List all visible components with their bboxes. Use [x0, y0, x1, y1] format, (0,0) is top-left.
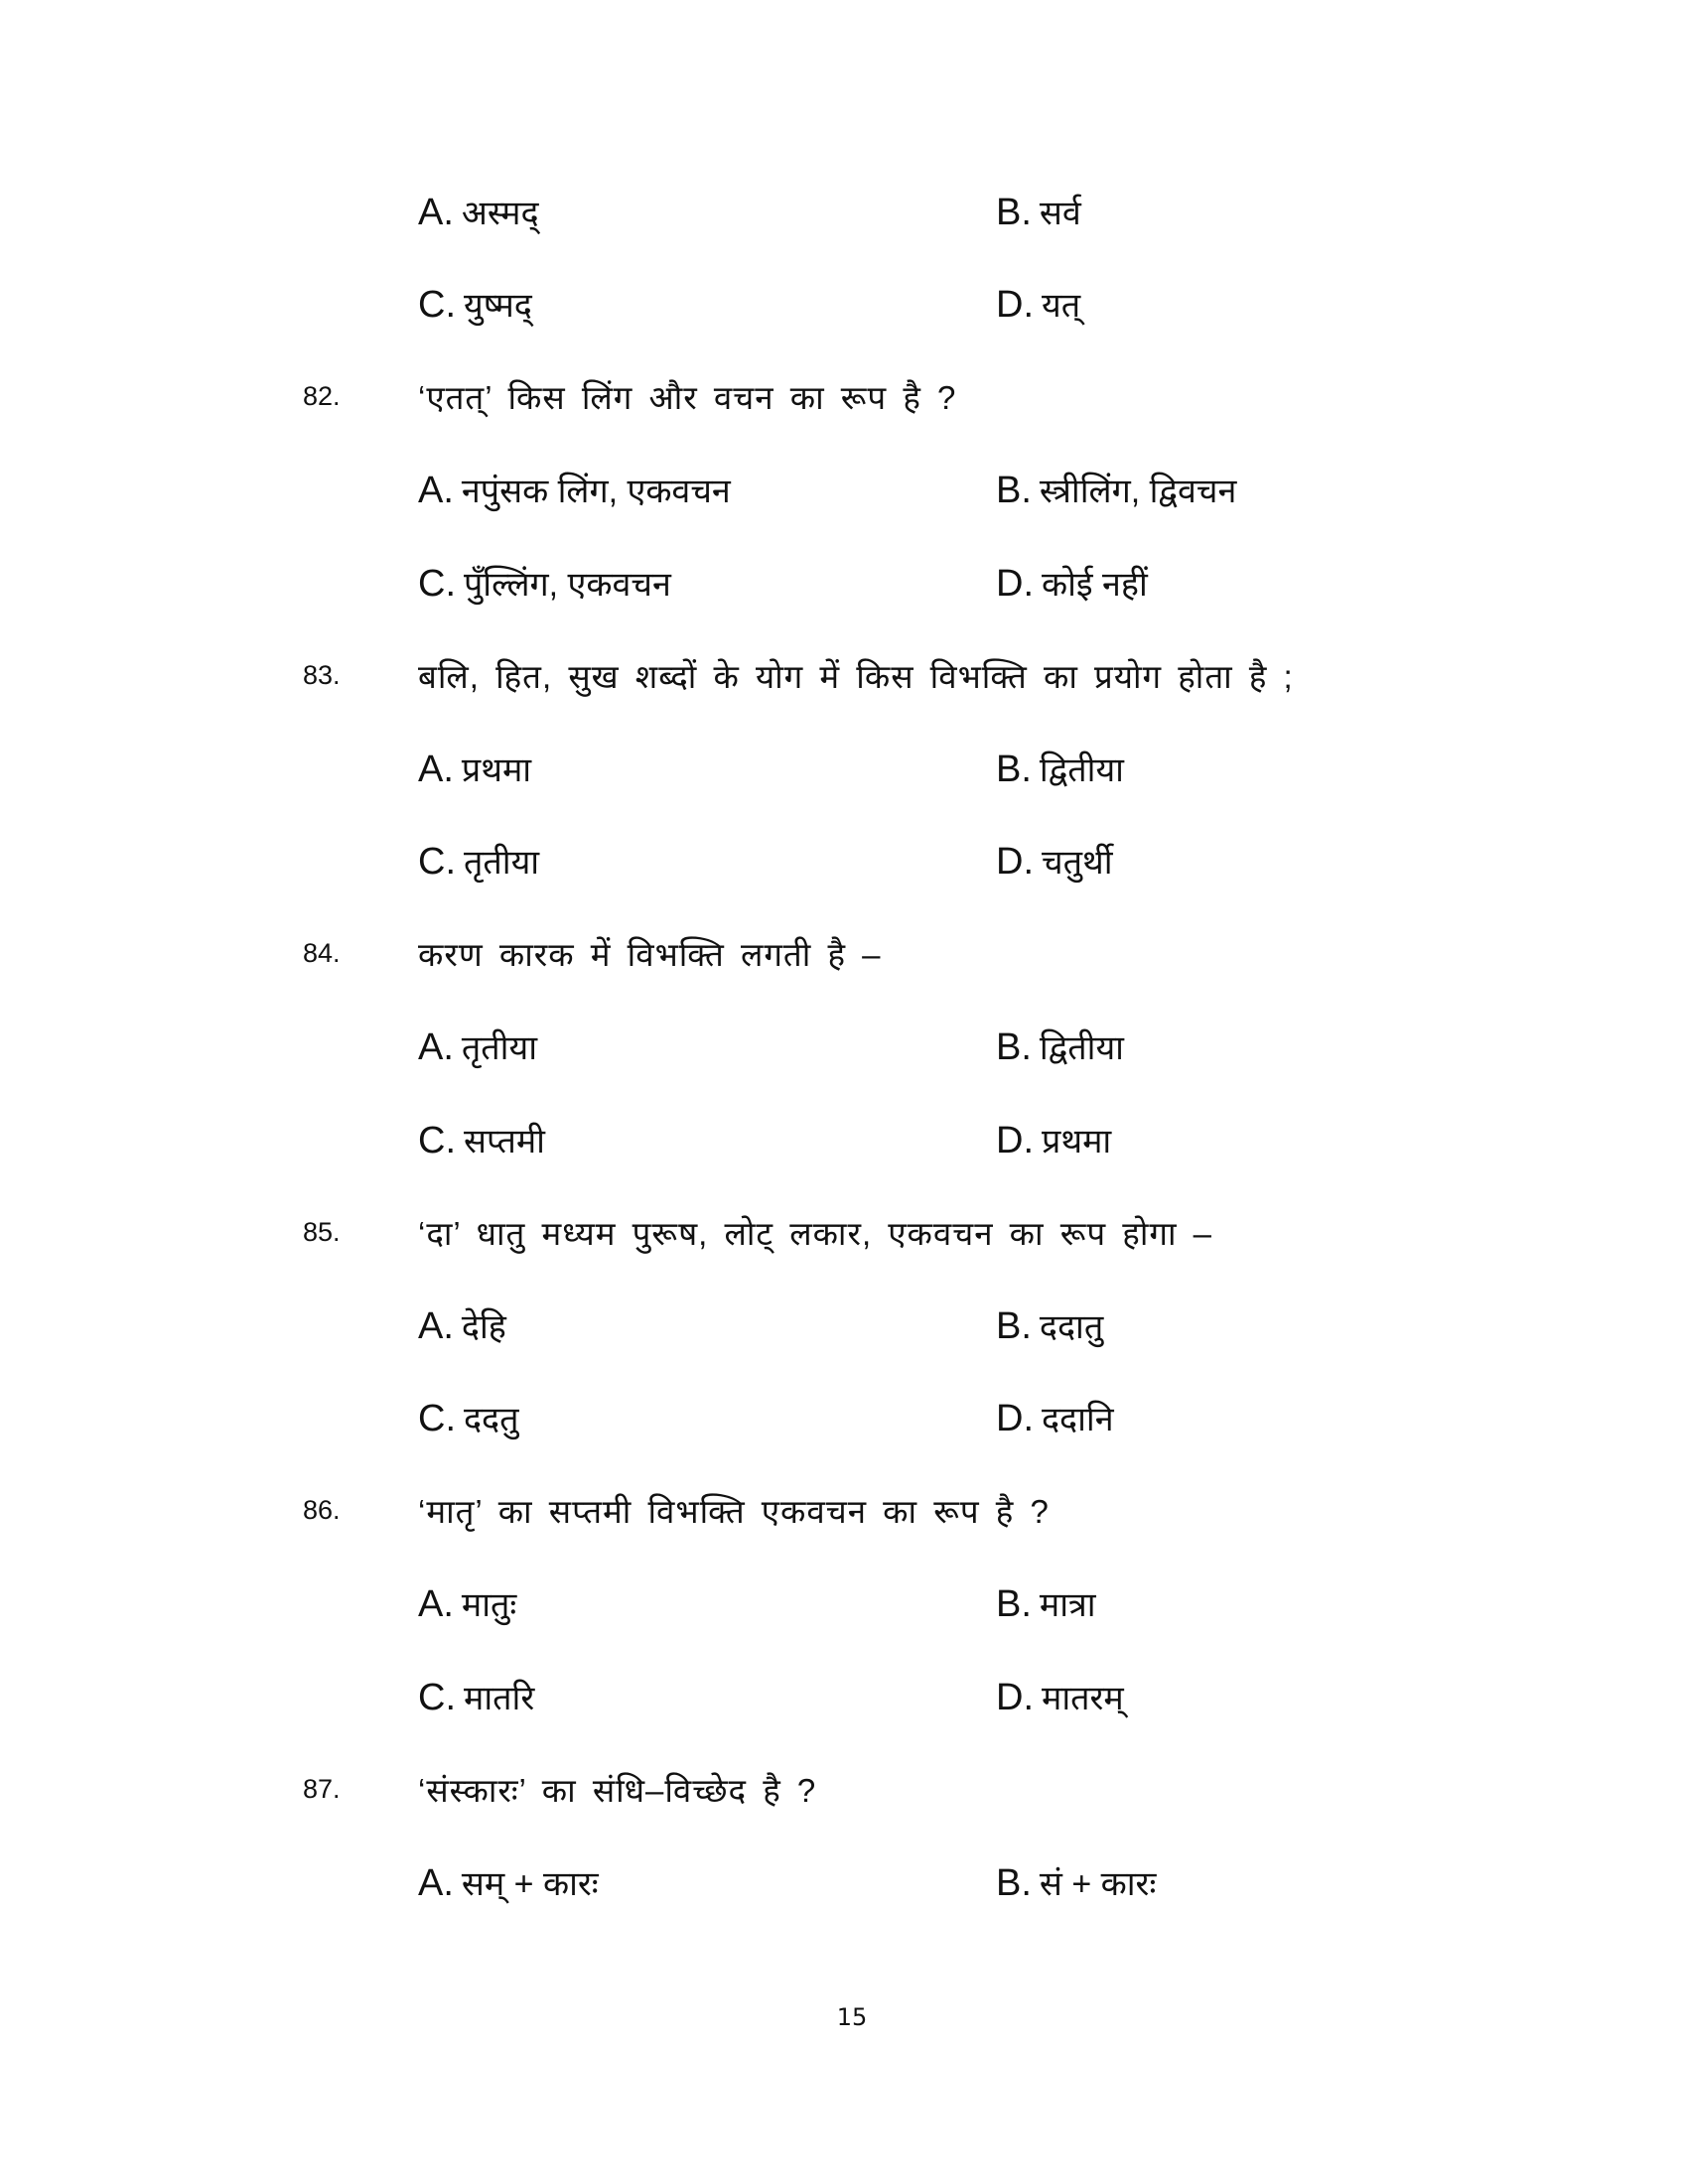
option-d [996, 281, 1080, 327]
option-letter: D. [996, 562, 1034, 605]
option-text: सप्तमी [464, 1122, 545, 1160]
options-row [0, 1093, 1688, 1186]
question [0, 350, 1688, 444]
option-letter: B. [996, 470, 1032, 512]
option-b [996, 1302, 1103, 1348]
option-a [418, 746, 531, 791]
question [0, 629, 1688, 723]
option-b [996, 1024, 1124, 1069]
option-letter: A. [418, 1026, 454, 1069]
option-letter: A. [418, 470, 454, 512]
option-a [418, 1302, 506, 1348]
option-letter: A. [418, 1583, 454, 1626]
option-letter: C. [418, 284, 456, 327]
question-number: 82. [303, 381, 341, 412]
option-text: ददातु [1039, 1307, 1104, 1346]
question-text: बलि, हित, सुख शब्दों के योग में किस विभक्ति का प्रयोग होता है ; [418, 657, 1294, 695]
option-a [418, 467, 731, 512]
option-letter: B. [996, 1583, 1032, 1626]
option-text: सर्व [1039, 194, 1081, 232]
options-row [0, 1836, 1688, 1929]
option-letter: D. [996, 284, 1034, 327]
option-letter: C. [418, 562, 456, 605]
option-text: सम् + कारः [461, 1864, 599, 1903]
question [0, 1743, 1688, 1837]
option-text: देहि [461, 1307, 506, 1346]
question-number: 83. [303, 659, 341, 690]
option-d [996, 1117, 1111, 1162]
option-text: सं + कारः [1039, 1864, 1157, 1903]
question-text: ‘दा’ धातु मध्यम पुरूष, लोट् लकार, एकवचन का रूप होगा – [418, 1214, 1213, 1252]
option-text: मातरि [464, 1679, 535, 1717]
option-b [996, 1580, 1096, 1626]
option-c [418, 560, 671, 606]
option-c [418, 281, 532, 327]
options-row [0, 444, 1688, 537]
option-text: ददानि [1042, 1401, 1114, 1439]
option-letter: B. [996, 1861, 1032, 1904]
option-letter: C. [418, 1676, 456, 1718]
options-row [0, 536, 1688, 629]
option-letter: D. [996, 841, 1034, 884]
options-row [0, 815, 1688, 908]
question-number: 85. [303, 1216, 341, 1247]
option-c [418, 838, 539, 884]
option-letter: A. [418, 191, 454, 233]
option-c [418, 1117, 545, 1162]
option-letter: A. [418, 748, 454, 790]
option-text: द्वितीया [1039, 751, 1124, 789]
options-row [0, 722, 1688, 815]
option-text: ददतु [464, 1401, 519, 1439]
question-text: ‘संस्कारः’ का संधि–विच्छेद है ? [418, 1771, 817, 1809]
option-d [996, 560, 1148, 606]
option-b [996, 746, 1124, 791]
option-text: मातरम् [1042, 1679, 1124, 1717]
question-number: 86. [303, 1495, 341, 1526]
option-text: प्रथमा [1042, 1122, 1112, 1160]
option-letter: C. [418, 1398, 456, 1440]
question [0, 907, 1688, 1001]
option-text: यत् [1042, 287, 1081, 326]
options-row [0, 1372, 1688, 1465]
options-row [0, 1650, 1688, 1743]
question [0, 1186, 1688, 1280]
question-number: 84. [303, 938, 341, 969]
option-text: पुँल्लिंग, एकवचन [464, 565, 671, 604]
option-c [418, 1674, 534, 1719]
question-number: 87. [303, 1773, 341, 1804]
question-text: ‘मातृ’ का सप्तमी विभक्ति एकवचन का रूप है ? [418, 1493, 1050, 1531]
question [0, 1464, 1688, 1558]
option-letter: C. [418, 1119, 456, 1161]
option-b [996, 1859, 1156, 1905]
option-a [418, 1859, 599, 1905]
page-number: 15 [836, 2003, 868, 2031]
options-row [0, 1558, 1688, 1651]
options-row [0, 1279, 1688, 1372]
question-text: ‘एतत्’ किस लिंग और वचन का रूप है ? [418, 379, 957, 417]
option-b [996, 189, 1081, 234]
option-letter: B. [996, 191, 1032, 233]
option-text: नपुंसक लिंग, एकवचन [461, 473, 731, 511]
option-letter: C. [418, 841, 456, 884]
option-letter: D. [996, 1119, 1034, 1161]
option-text: मात्रा [1039, 1586, 1096, 1625]
option-text: मातुः [461, 1586, 517, 1625]
option-c [418, 1395, 519, 1440]
options-row [0, 1001, 1688, 1094]
option-text: द्वितीया [1039, 1029, 1124, 1068]
option-text: युष्मद् [464, 287, 532, 326]
option-d [996, 1395, 1114, 1440]
option-a [418, 1580, 516, 1626]
option-d [996, 1674, 1124, 1719]
option-letter: B. [996, 1026, 1032, 1069]
option-text: स्त्रीलिंग, द्विवचन [1039, 473, 1237, 511]
option-letter: B. [996, 1304, 1032, 1347]
option-text: चतुर्थी [1042, 844, 1113, 883]
option-b [996, 467, 1236, 512]
options-row [0, 165, 1688, 258]
question-text: करण कारक में विभक्ति लगती है – [418, 936, 882, 974]
question-page [0, 165, 1688, 1929]
option-letter: A. [418, 1861, 454, 1904]
option-text: अस्मद् [461, 194, 539, 232]
option-text: तृतीया [464, 844, 540, 883]
options-row [0, 258, 1688, 351]
option-letter: A. [418, 1304, 454, 1347]
option-text: तृतीया [461, 1029, 537, 1068]
option-text: कोई नहीं [1042, 565, 1148, 604]
option-text: प्रथमा [461, 751, 532, 789]
option-letter: D. [996, 1676, 1034, 1718]
option-letter: D. [996, 1398, 1034, 1440]
option-d [996, 838, 1113, 884]
option-a [418, 1024, 537, 1069]
option-letter: B. [996, 748, 1032, 790]
option-a [418, 189, 539, 234]
